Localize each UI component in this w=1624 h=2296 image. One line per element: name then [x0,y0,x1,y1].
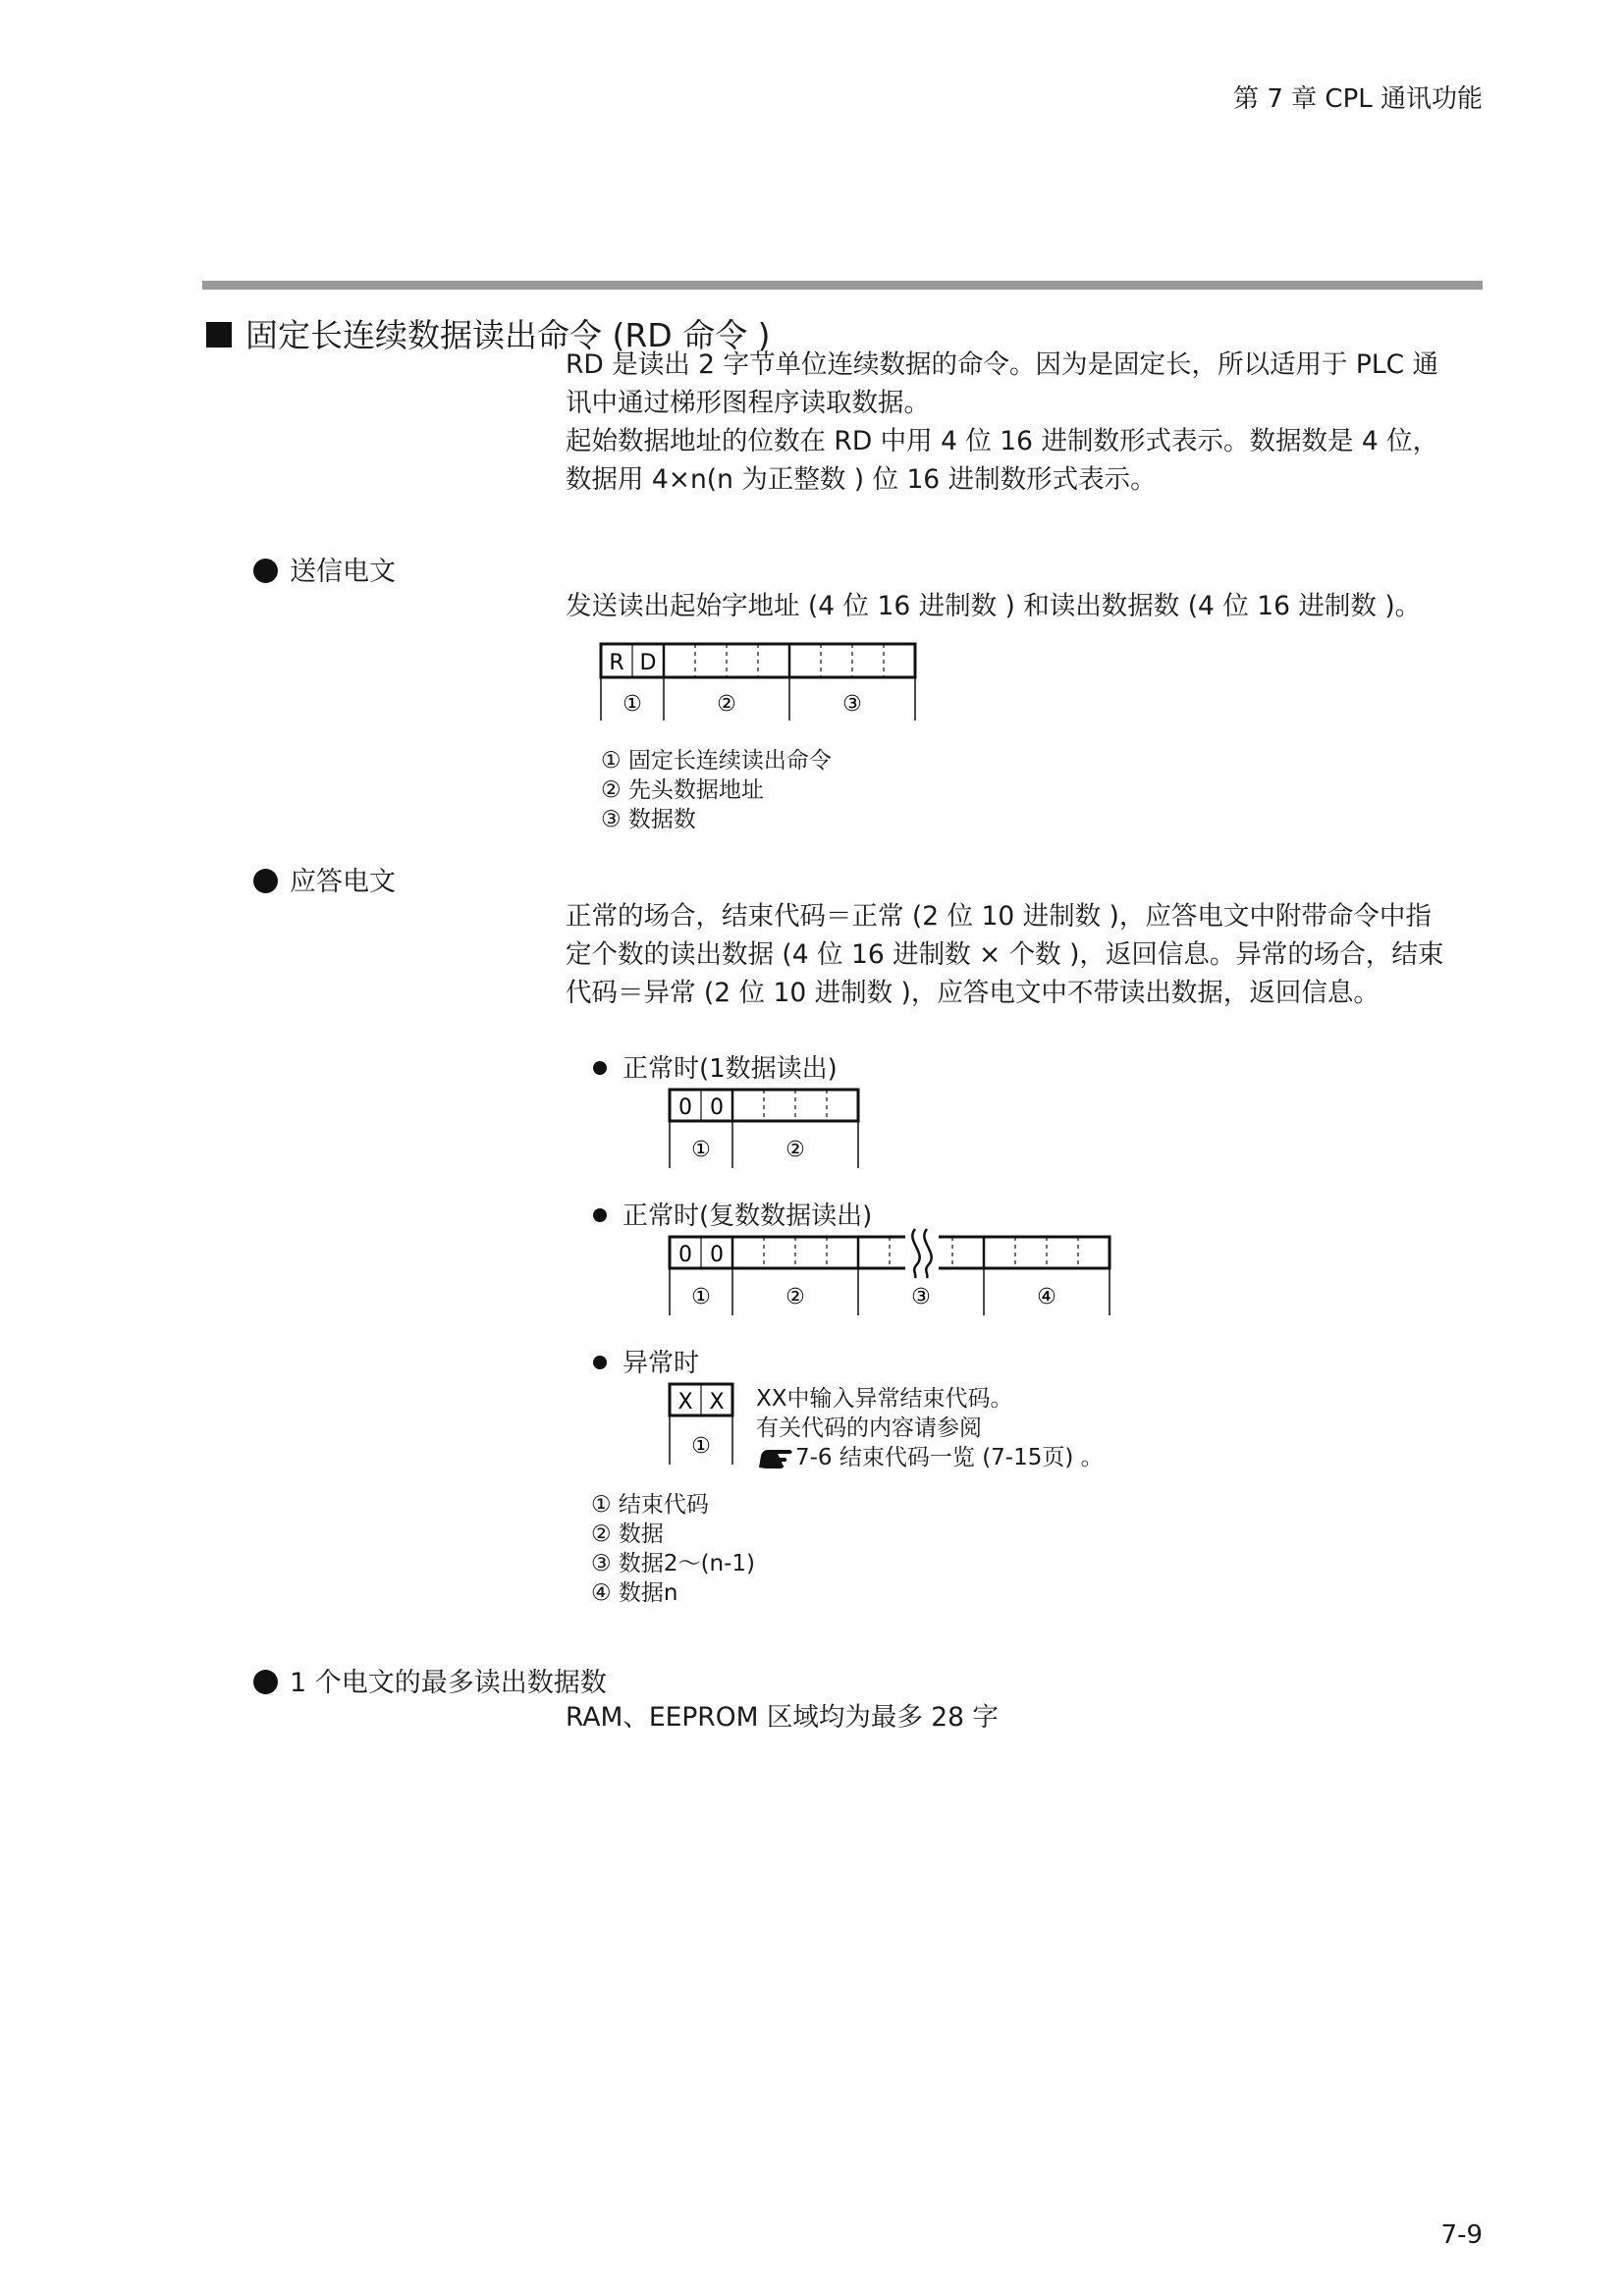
max-heading-text: 1 个电文的最多读出数据数 [290,1668,607,1698]
round-bullet-icon [253,869,278,893]
send-description: 发送读出起始字地址 (4 位 16 进制数 ) 和读出数据数 (4 位 16 进制数 )。 [566,591,1422,621]
error-label: 异常时 [593,1343,699,1379]
pointing-hand-icon [756,1444,795,1471]
frame-marker: ② [717,692,736,717]
reply-line: 代码＝异常 (2 位 10 进制数 )，应答电文中不带读出数据，返回信息。 [566,978,1380,1008]
frame-marker: ① [691,1285,711,1309]
section-title-text: 固定长连续数据读出命令 (RD 命令 ) [245,316,771,354]
reply-description [566,897,1443,1012]
normal-multi-frame-diagram [658,1227,1119,1319]
reply-legend [591,1490,755,1608]
legend-item: ③ 数据2～(n-1) [591,1551,756,1576]
legend-item: ① 固定长连续读出命令 [601,748,832,774]
intro-line: 起始数据地址的位数在 RD 中用 4 位 16 进制数形式表示。数据数是 4 位， [566,426,1439,456]
square-bullet-icon [206,322,232,347]
frame-char: X [677,1390,693,1415]
frame-char: 0 [678,1095,692,1120]
frame-marker: ④ [1037,1285,1056,1309]
normal-multi-label: 正常时(复数数据读出) [593,1196,872,1232]
send-heading [253,550,396,588]
error-note [756,1384,1104,1472]
legend-item: ② 先头数据地址 [601,777,764,803]
send-frame-diagram [589,638,923,726]
frame-marker: ① [691,1138,711,1162]
frame-marker: ③ [842,692,862,717]
frame-marker: ② [785,1138,805,1162]
frame-marker: ① [623,692,642,717]
send-heading-text: 送信电文 [290,557,396,587]
legend-item: ① 结束代码 [591,1492,709,1518]
error-note-line: XX中输入异常结束代码。 [756,1386,1013,1412]
frame-char: 0 [678,1243,692,1267]
round-bullet-icon [253,1670,278,1694]
chapter-header: 第 7 章 CPL 通讯功能 [1233,84,1483,114]
reply-heading-text: 应答电文 [290,867,396,897]
frame-marker: ① [691,1434,711,1459]
max-heading [253,1661,607,1699]
reply-line: 定个数的读出数据 (4 位 16 进制数 × 个数 )，返回信息。异常的场合，结束 [566,939,1444,970]
error-reference [756,1443,1104,1472]
page-number: 7-9 [1440,2220,1483,2250]
intro-line: RD 是读出 2 字节单位连续数据的命令。因为是固定长，所以适用于 PLC 通 [566,349,1439,380]
intro-paragraph [566,346,1438,499]
error-note-line: 有关代码的内容请参阅 [756,1415,982,1441]
round-bullet-icon [253,559,278,583]
error-frame-diagram [658,1380,756,1468]
frame-marker: ② [785,1285,805,1309]
reply-line: 正常的场合，结束代码＝正常 (2 位 10 进制数 )，应答电文中附带命令中指 [566,901,1432,932]
error-reference-text: 7-6 结束代码一览 (7-15页) 。 [795,1445,1104,1470]
legend-item: ② 数据 [591,1522,664,1547]
frame-marker: ③ [911,1285,931,1309]
send-legend [601,746,832,834]
small-bullet-icon [593,1208,607,1222]
section-divider [202,281,1483,290]
frame-char: R [609,651,624,675]
intro-line: 数据用 4×n(n 为正整数 ) 位 16 进制数形式表示。 [566,464,1157,495]
legend-item: ④ 数据n [591,1580,678,1606]
normal-single-frame-diagram [658,1086,874,1172]
frame-char: D [639,651,657,675]
frame-char: 0 [710,1243,724,1267]
max-description: RAM、EEPROM 区域均为最多 28 字 [566,1702,999,1733]
small-bullet-icon [593,1061,607,1075]
frame-char: 0 [710,1095,724,1120]
frame-char: X [709,1390,725,1415]
small-bullet-icon [593,1356,607,1369]
break-mark-gap [905,1227,939,1278]
legend-item: ③ 数据数 [601,807,696,832]
normal-single-label: 正常时(1数据读出) [593,1048,838,1085]
reply-heading [253,860,396,898]
intro-line: 讯中通过梯形图程序读取数据。 [566,388,930,418]
